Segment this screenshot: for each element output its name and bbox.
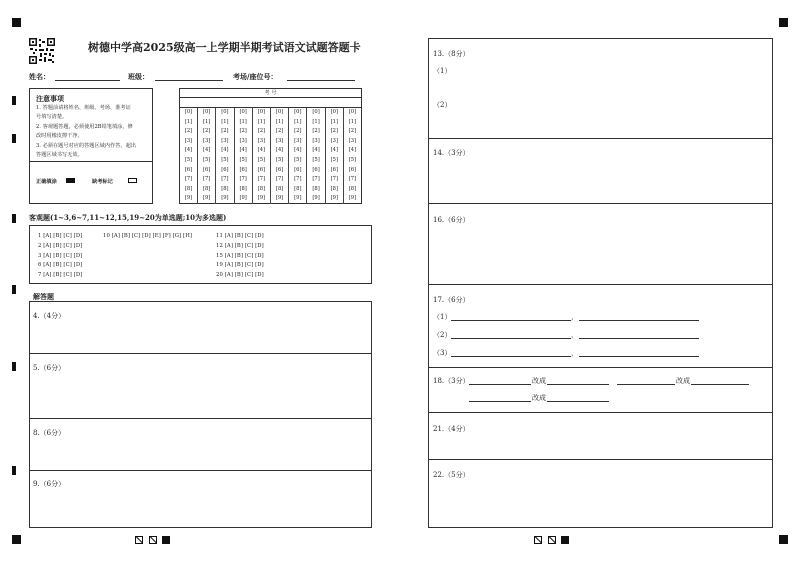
corner-mark-br	[779, 535, 788, 544]
divider	[429, 412, 772, 413]
digit-bubble[interactable]: [9]	[325, 194, 343, 204]
objective-item[interactable]: 1 [A] [B] [C] [D]	[38, 233, 83, 239]
digit-bubble[interactable]: [7]	[289, 175, 307, 185]
objective-item[interactable]: 6 [A] [B] [C] [D]	[38, 262, 83, 269]
objective-col-2[interactable]	[103, 232, 192, 242]
digit-bubble[interactable]: [2]	[270, 127, 288, 137]
digit-bubble[interactable]: [9]	[343, 194, 361, 204]
digit-bubble[interactable]: [0]	[307, 108, 325, 118]
class-field[interactable]	[155, 80, 223, 81]
objective-item[interactable]: 7 [A] [B] [C] [D]	[38, 272, 83, 279]
objective-col-1[interactable]	[38, 232, 82, 281]
digit-bubble[interactable]: [3]	[252, 137, 270, 147]
question-14-label: 14.（3分）	[433, 149, 470, 157]
digit-bubble[interactable]: [1]	[343, 118, 361, 128]
divider	[30, 418, 371, 419]
separator: ，	[571, 313, 578, 321]
digit-bubble[interactable]: [0]	[234, 108, 252, 118]
digit-bubble[interactable]: [1]	[252, 118, 270, 128]
digit-bubble[interactable]: [1]	[270, 118, 288, 128]
question-17-label: 17.（6分）	[433, 296, 470, 304]
name-label: 姓名：	[29, 72, 50, 81]
digit-bubble[interactable]: [9]	[184, 195, 193, 202]
question-13-sub-1: （1）	[433, 67, 452, 75]
bubble-row	[180, 127, 361, 137]
digit-bubble[interactable]: [5]	[325, 156, 343, 166]
digit-bubble[interactable]: [2]	[307, 127, 325, 137]
notice-line: 号填写清楚。	[36, 114, 68, 121]
notice-line: 改时用橡皮擦干净。	[36, 133, 83, 140]
name-field[interactable]	[55, 80, 120, 81]
digit-bubble[interactable]: [6]	[198, 166, 216, 176]
answer-line[interactable]	[451, 338, 571, 339]
digit-bubble[interactable]: [4]	[307, 146, 325, 156]
timing-mark	[12, 96, 16, 105]
digit-bubble[interactable]: [5]	[198, 156, 216, 166]
objective-item[interactable]: 10 [A] [B] [C] [D] [E] [F] [G] [H]	[103, 233, 193, 239]
answer-line[interactable]	[691, 384, 749, 385]
digit-bubble[interactable]: [4]	[234, 146, 252, 156]
digit-bubble[interactable]: [4]	[325, 146, 343, 156]
bubble-row	[180, 118, 361, 128]
barcode-mark	[561, 536, 569, 544]
timing-mark	[12, 285, 16, 294]
question-17-sub-2: （2）	[433, 331, 452, 339]
digit-bubble[interactable]: [8]	[343, 185, 361, 195]
answer-line[interactable]	[547, 384, 609, 385]
digit-bubble[interactable]: [1]	[216, 118, 234, 128]
digit-bubble[interactable]: [7]	[216, 175, 234, 185]
correct-fill-label: 正确填涂	[36, 179, 57, 185]
bubble-row	[180, 156, 361, 166]
notice-title: 注意事项	[36, 94, 64, 103]
separator: ，	[571, 349, 578, 357]
change-label: 改成	[532, 394, 546, 402]
digit-bubble[interactable]: [6]	[307, 166, 325, 176]
question-17-sub-1: （1）	[433, 313, 452, 321]
bubble-row	[180, 108, 361, 118]
barcode-mark	[534, 536, 542, 544]
digit-bubble[interactable]: [2]	[216, 127, 234, 137]
digit-bubble[interactable]: [5]	[252, 156, 270, 166]
bubble-row	[180, 185, 361, 195]
digit-bubble[interactable]: [5]	[216, 156, 234, 166]
divider	[429, 284, 772, 285]
class-label: 班级：	[128, 72, 149, 81]
answer-line[interactable]	[547, 401, 609, 402]
objective-item[interactable]: 19 [A] [B] [C] [D]	[216, 262, 264, 269]
separator: ，	[571, 331, 578, 339]
digit-bubble[interactable]: [2]	[184, 128, 193, 135]
question-18-label: 18.（3分）	[433, 377, 470, 385]
digit-bubble[interactable]: [8]	[270, 185, 288, 195]
digit-bubble[interactable]: [0]	[198, 108, 216, 118]
digit-bubble[interactable]: [2]	[198, 127, 216, 137]
digit-bubble[interactable]: [8]	[289, 185, 307, 195]
digit-bubble[interactable]: [4]	[270, 146, 288, 156]
divider	[429, 203, 772, 204]
objective-item[interactable]: 20 [A] [B] [C] [D]	[216, 272, 264, 279]
corner-mark-bl	[12, 535, 21, 544]
question-13-sub-2: （2）	[433, 101, 452, 109]
digit-bubble[interactable]: [8]	[234, 185, 252, 195]
digit-bubble[interactable]: [9]	[216, 194, 234, 204]
answer-line[interactable]	[579, 338, 699, 339]
digit-bubble[interactable]: [0]	[325, 108, 343, 118]
digit-bubble[interactable]: [0]	[289, 108, 307, 118]
question-22-label: 22.（5分）	[433, 471, 470, 479]
digit-bubble[interactable]: [3]	[289, 137, 307, 147]
digit-bubble[interactable]: [8]	[184, 185, 193, 192]
question-8-label: 8.（6分）	[33, 429, 66, 437]
question-13-label: 13.（8分）	[433, 50, 470, 58]
exam-number-grid	[179, 88, 362, 204]
digit-bubble[interactable]: [6]	[216, 166, 234, 176]
answer-line[interactable]	[617, 384, 675, 385]
digit-bubble[interactable]: [3]	[198, 137, 216, 147]
digit-bubble[interactable]: [8]	[252, 185, 270, 195]
absent-checkbox[interactable]	[128, 178, 137, 183]
digit-bubble[interactable]: [3]	[234, 137, 252, 147]
digit-bubble[interactable]: [0]	[184, 109, 193, 115]
exam-number-header: 考 号	[180, 89, 361, 98]
digit-bubble[interactable]: [6]	[270, 166, 288, 176]
barcode-mark	[135, 536, 143, 544]
exam-number-write-row[interactable]	[180, 97, 361, 108]
barcode-mark	[548, 536, 556, 544]
question-17-sub-3: （3）	[433, 349, 452, 357]
digit-bubble[interactable]: [4]	[198, 146, 216, 156]
digit-bubble[interactable]: [9]	[234, 194, 252, 204]
digit-bubble[interactable]: [6]	[325, 166, 343, 176]
digit-bubble[interactable]: [4]	[184, 147, 193, 154]
right-answer-box	[428, 38, 773, 528]
timing-mark	[12, 362, 16, 371]
bubble-row	[180, 166, 361, 176]
bubble-row	[180, 146, 361, 156]
digit-bubble[interactable]: [1]	[289, 118, 307, 128]
digit-bubble[interactable]: [9]	[252, 194, 270, 204]
left-answer-box	[29, 301, 372, 528]
digit-bubble[interactable]: [3]	[184, 137, 193, 144]
notice-text	[36, 104, 136, 160]
corner-mark-tl	[12, 18, 21, 27]
digit-bubble[interactable]: [9]	[198, 194, 216, 204]
answer-line[interactable]	[451, 320, 571, 321]
digit-bubble[interactable]: [7]	[198, 175, 216, 185]
digit-bubble[interactable]: [6]	[234, 166, 252, 176]
digit-bubble[interactable]: [5]	[184, 156, 193, 163]
digit-bubble[interactable]: [4]	[343, 146, 361, 156]
question-4-label: 4.（4分）	[33, 312, 66, 320]
bubble-row	[180, 175, 361, 185]
barcode-mark	[162, 536, 170, 544]
digit-bubble[interactable]: [3]	[343, 137, 361, 147]
digit-bubble[interactable]: [7]	[307, 175, 325, 185]
digit-bubble[interactable]: [7]	[270, 175, 288, 185]
digit-bubble[interactable]: [1]	[198, 118, 216, 128]
divider	[429, 367, 772, 368]
digit-bubble[interactable]: [3]	[307, 137, 325, 147]
digit-bubble[interactable]: [0]	[216, 108, 234, 118]
notice-line: 3. 必须在题号对应的答题区域内作答，超出	[36, 142, 136, 149]
digit-bubble[interactable]: [7]	[343, 175, 361, 185]
digit-bubble[interactable]: [9]	[307, 194, 325, 204]
digit-bubble[interactable]: [7]	[184, 176, 193, 183]
question-5-label: 5.（6分）	[33, 364, 66, 372]
timing-mark	[12, 134, 16, 143]
objective-item[interactable]: 3 [A] [B] [C] [D]	[38, 252, 83, 259]
divider	[30, 470, 371, 471]
digit-bubble[interactable]: [4]	[252, 146, 270, 156]
divider	[429, 459, 772, 460]
digit-bubble[interactable]: [2]	[234, 127, 252, 137]
digit-bubble[interactable]: [5]	[270, 156, 288, 166]
notice-box	[29, 88, 153, 204]
digit-bubble[interactable]: [5]	[343, 156, 361, 166]
objective-col-3[interactable]	[216, 232, 264, 281]
question-16-label: 16.（6分）	[433, 216, 470, 224]
digit-bubble[interactable]: [5]	[289, 156, 307, 166]
timing-mark	[12, 466, 16, 475]
change-label: 改成	[676, 377, 690, 385]
page-title: 树德中学高2025级高一上学期半期考试语文试题答题卡	[88, 41, 361, 54]
digit-bubble[interactable]: [6]	[252, 166, 270, 176]
answer-line[interactable]	[451, 356, 571, 357]
objective-item[interactable]: 15 [A] [B] [C] [D]	[216, 252, 264, 259]
digit-bubble[interactable]: [9]	[289, 194, 307, 204]
digit-bubble[interactable]: [9]	[270, 194, 288, 204]
digit-bubble[interactable]: [0]	[270, 108, 288, 118]
objective-item[interactable]: 2 [A] [B] [C] [D]	[38, 242, 83, 249]
digit-bubble[interactable]: [8]	[325, 185, 343, 195]
absent-mark-label: 缺考标记	[92, 179, 113, 185]
digit-bubble[interactable]: [1]	[307, 118, 325, 128]
digit-bubble[interactable]: [4]	[289, 146, 307, 156]
digit-bubble[interactable]: [2]	[325, 127, 343, 137]
answer-line[interactable]	[579, 320, 699, 321]
objective-item[interactable]: 11 [A] [B] [C] [D]	[216, 233, 264, 239]
digit-bubble[interactable]: [2]	[289, 127, 307, 137]
answer-section-title: 解答题	[33, 292, 54, 301]
divider	[429, 138, 772, 139]
notice-line: 答题区域书写无效。	[36, 152, 83, 159]
digit-bubble[interactable]: [8]	[216, 185, 234, 195]
qr-code-icon	[29, 38, 55, 64]
bubble-row	[180, 194, 361, 204]
seat-label: 考场/座位号：	[233, 72, 278, 81]
objective-item[interactable]: 12 [A] [B] [C] [D]	[216, 242, 264, 249]
digit-bubble[interactable]: [7]	[234, 175, 252, 185]
change-label: 改成	[532, 377, 546, 385]
question-21-label: 21.（4分）	[433, 425, 470, 433]
answer-line[interactable]	[469, 401, 531, 402]
question-9-label: 9.（6分）	[33, 480, 66, 488]
digit-bubble[interactable]: [5]	[234, 156, 252, 166]
digit-bubble[interactable]: [0]	[343, 108, 361, 118]
digit-bubble[interactable]: [8]	[307, 185, 325, 195]
digit-bubble[interactable]: [3]	[325, 137, 343, 147]
objective-title: 客观题(1~3,6~7,11~12,15,19~20为单选题;10为多选题)	[29, 213, 227, 222]
digit-bubble[interactable]: [6]	[343, 166, 361, 176]
digit-bubble[interactable]: [2]	[252, 127, 270, 137]
digit-bubble[interactable]: [1]	[234, 118, 252, 128]
digit-bubble[interactable]: [1]	[184, 118, 193, 125]
notice-line: 1. 答题前请将姓名、班级、考场、准考证	[36, 105, 131, 111]
seat-field[interactable]	[287, 80, 355, 81]
digit-bubble[interactable]: [6]	[289, 166, 307, 176]
digit-bubble[interactable]: [1]	[325, 118, 343, 128]
corner-mark-tr	[779, 18, 788, 27]
digit-bubble[interactable]: [7]	[325, 175, 343, 185]
digit-bubble[interactable]: [3]	[270, 137, 288, 147]
exam-number-bubbles[interactable]	[180, 108, 361, 204]
timing-mark	[12, 214, 16, 223]
notice-line: 2. 客观题答题，必须使用2B铅笔填涂，修	[36, 123, 133, 130]
barcode-mark	[149, 536, 157, 544]
digit-bubble[interactable]: [6]	[184, 166, 193, 173]
notice-divider	[30, 161, 152, 162]
digit-bubble[interactable]: [7]	[252, 175, 270, 185]
digit-bubble[interactable]: [0]	[252, 108, 270, 118]
digit-bubble[interactable]: [4]	[216, 146, 234, 156]
digit-bubble[interactable]: [8]	[198, 185, 216, 195]
objective-answer-box[interactable]	[29, 225, 372, 284]
answer-line[interactable]	[469, 384, 531, 385]
filled-sample-icon	[66, 178, 75, 183]
digit-bubble[interactable]: [5]	[307, 156, 325, 166]
digit-bubble[interactable]: [2]	[343, 127, 361, 137]
answer-line[interactable]	[579, 356, 699, 357]
bubble-row	[180, 137, 361, 147]
digit-bubble[interactable]: [3]	[216, 137, 234, 147]
divider	[30, 353, 371, 354]
